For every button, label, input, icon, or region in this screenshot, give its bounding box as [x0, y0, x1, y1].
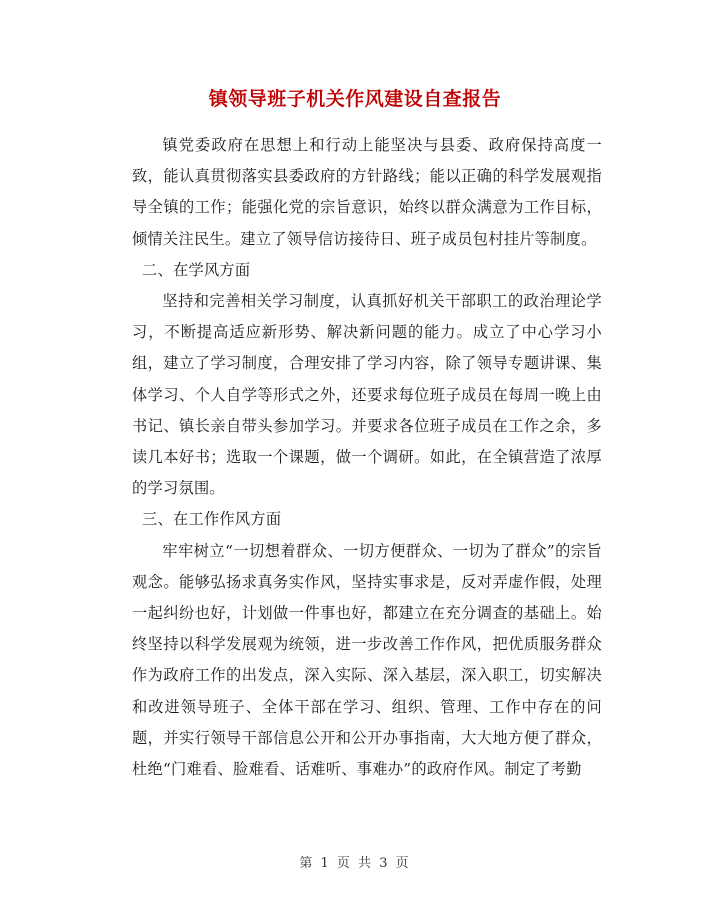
paragraph-intro: 镇党委政府在思想上和行动上能坚决与县委、政府保持高度一致，能认真贯彻落实县委政府的方针路线；能以正确的科学发展观指导全镇的工作；能强化党的宗旨意识，始终以群众满意为工作目标，倾情关注民生。建立了领导信访接待日、班子成员包村挂片等制度。	[132, 136, 602, 248]
section-heading-work: 三、在工作作风方面	[142, 510, 282, 529]
section-heading-study: 二、在学风方面	[142, 260, 251, 279]
document-body	[132, 130, 602, 785]
page-footer: 第 1 页 共 3 页	[299, 856, 411, 871]
paragraph-study: 坚持和完善相关学习制度，认真抓好机关干部职工的政治理论学习，不断提高适应新形势、解决新问题的能力。成立了中心学习小组，建立了学习制度，合理安排了学习内容，除了领导专题讲课、集体学习、个人自学等形式之外，还要求每位班子成员在每周一晚上由书记、镇长亲自带头参加学习。并要求各位班子成员在工作之余，多读几本好书；选取一个课题，做一个调研。如此，在全镇营造了浓厚的学习氛围。	[132, 292, 602, 498]
paragraph-work: 牢牢树立“一切想着群众、一切方便群众、一切为了群众”的宗旨观念。能够弘扬求真务实作风，坚持实事求是，反对弄虚作假，处理一起纠纷也好，计划做一件事也好，都建立在充分调查的基础上。始终坚持以科学发展观为统领，进一步改善工作作风，把优质服务群众作为政府工作的出发点，深入实际、深入基层，深入职工，切实解决和改进领导班子、全体干部在学习、组织、管理、工作中存在的问题，并实行领导干部信息公开和公开办事指南，大大地方便了群众，杜绝“门难看、脸难看、话难听、事难办”的政府作风。制定了考勤	[132, 541, 602, 779]
page-title: 镇领导班子机关作风建设自查报告	[208, 88, 502, 110]
